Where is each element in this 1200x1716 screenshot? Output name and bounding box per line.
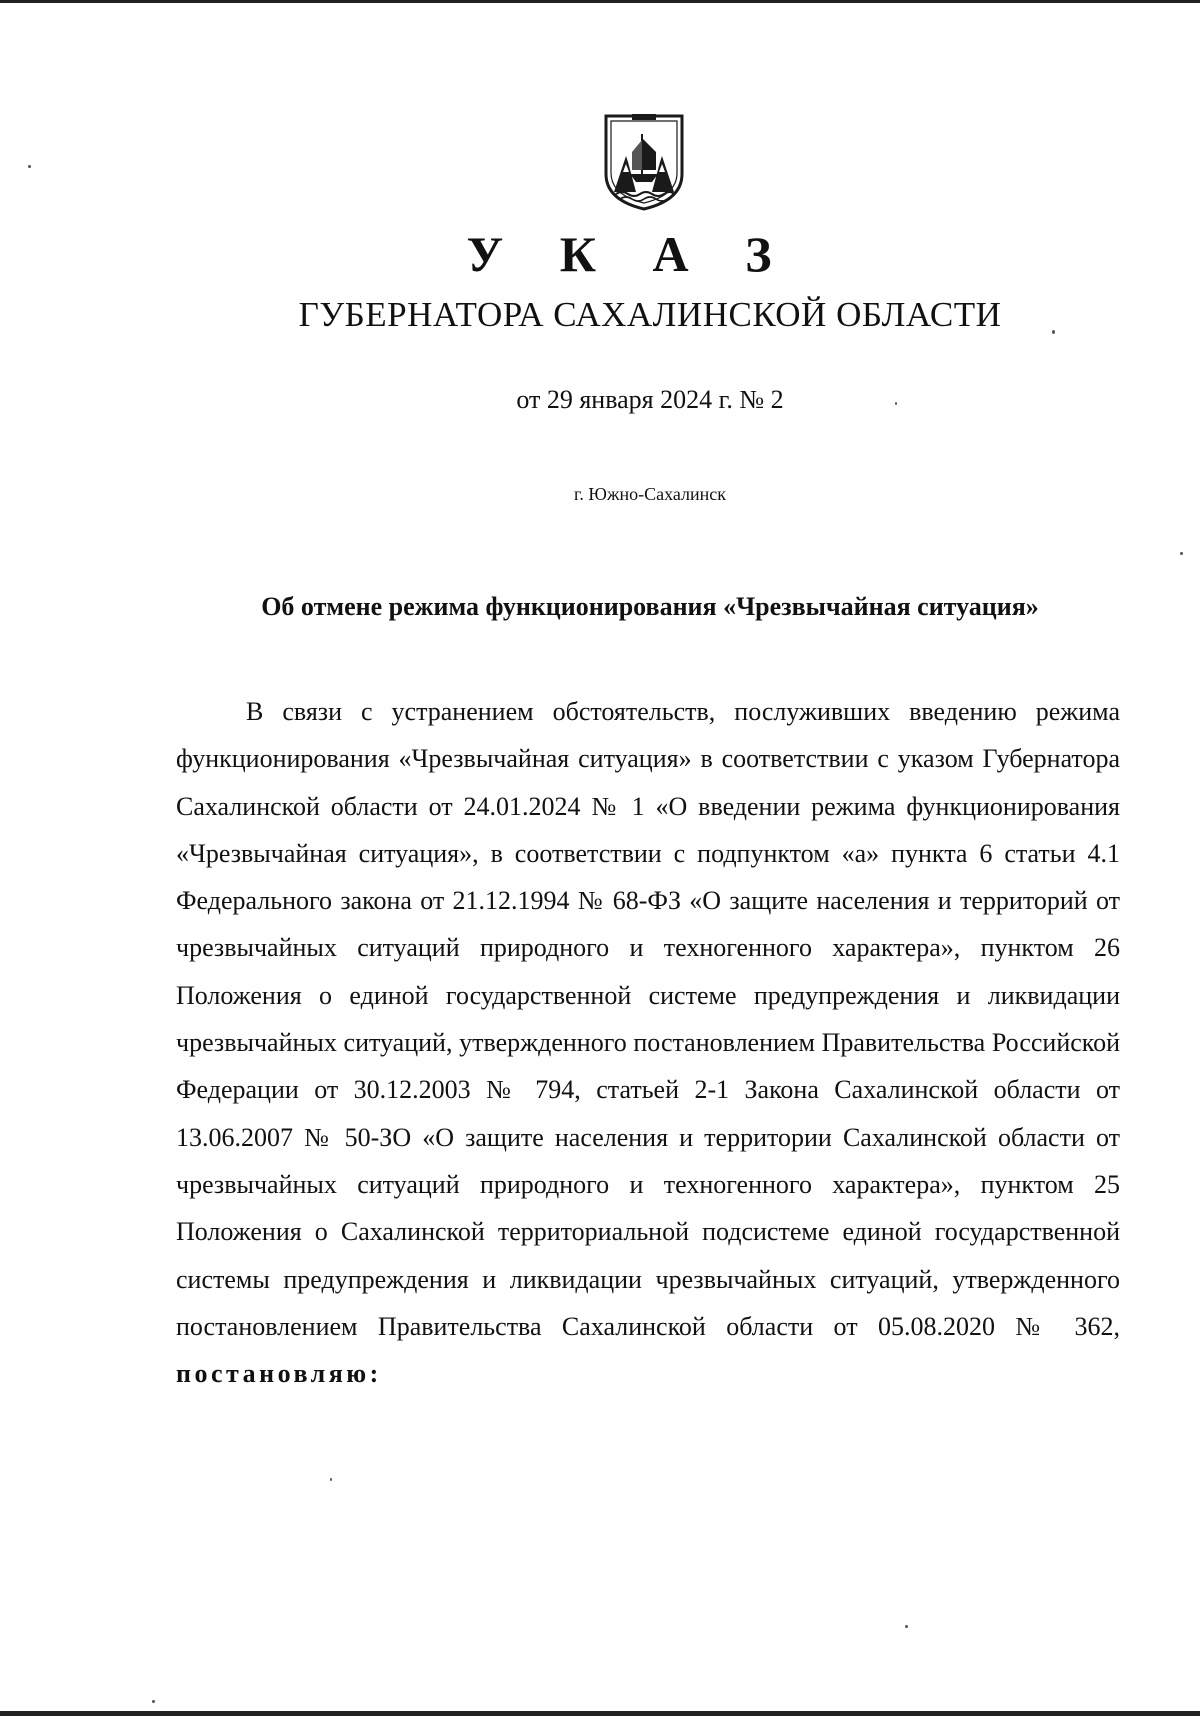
scan-speck bbox=[1180, 552, 1183, 555]
scan-edge-top bbox=[0, 0, 1200, 3]
scan-speck bbox=[28, 165, 31, 168]
sakhalin-coat-of-arms-icon bbox=[602, 112, 686, 212]
document-city: г. Южно-Сахалинск bbox=[573, 484, 727, 504]
body-emphasis: постановляю: bbox=[176, 1359, 382, 1389]
scan-speck bbox=[905, 1625, 908, 1628]
coat-of-arms-emblem bbox=[602, 112, 686, 212]
scan-speck bbox=[895, 402, 897, 405]
scan-speck bbox=[152, 1700, 155, 1703]
document-title: У К А З bbox=[466, 226, 794, 282]
document-subtitle: ГУБЕРНАТОРА САХАЛИНСКОЙ ОБЛАСТИ bbox=[298, 295, 1002, 334]
scan-speck bbox=[330, 1478, 332, 1481]
document-body-paragraph bbox=[176, 688, 1120, 1397]
scan-speck bbox=[1052, 330, 1055, 334]
document-date-line: от 29 января 2024 г. № 2 bbox=[516, 385, 784, 414]
scan-edge-bottom bbox=[0, 1711, 1200, 1716]
body-text: В связи с устранением обстоятельств, послуживших введению режима функционирования «Чрезвычайная ситуация» в соответствии с указом Губернатора Сахалинской области от 24.01.2024 № 1 «О введении режима функционирования «Чрезвычайная ситуация», в соответствии с подпунктом «а» пункта 6 статьи 4.1 Федерального закона от 21.12.1994 № 68-ФЗ «О защите населения и территорий от чрезвычайных ситуаций природного и техногенного характера», пунктом 26 Положения о единой государственной системе предупреждения и ликвидации чрезвычайных ситуаций, утвержденного постановлением Правительства Российской Федерации от 30.12.2003 № 794, статьей 2-1 Закона Сахалинской области от 13.06.2007 № 50-ЗО «О защите населения и территории Сахалинской области от чрезвычайных ситуаций природного и техногенного характера», пунктом 25 Положения о Сахалинской территориальной подсистеме единой государственной системы предупреждения и ликвидации чрезвычайных ситуаций, утвержденного постановлением Правительства Сахалинской области от 05.08.2020 № 362, bbox=[176, 697, 1120, 1341]
document-heading: Об отмене режима функционирования «Чрезвычайная ситуация» bbox=[261, 592, 1039, 621]
